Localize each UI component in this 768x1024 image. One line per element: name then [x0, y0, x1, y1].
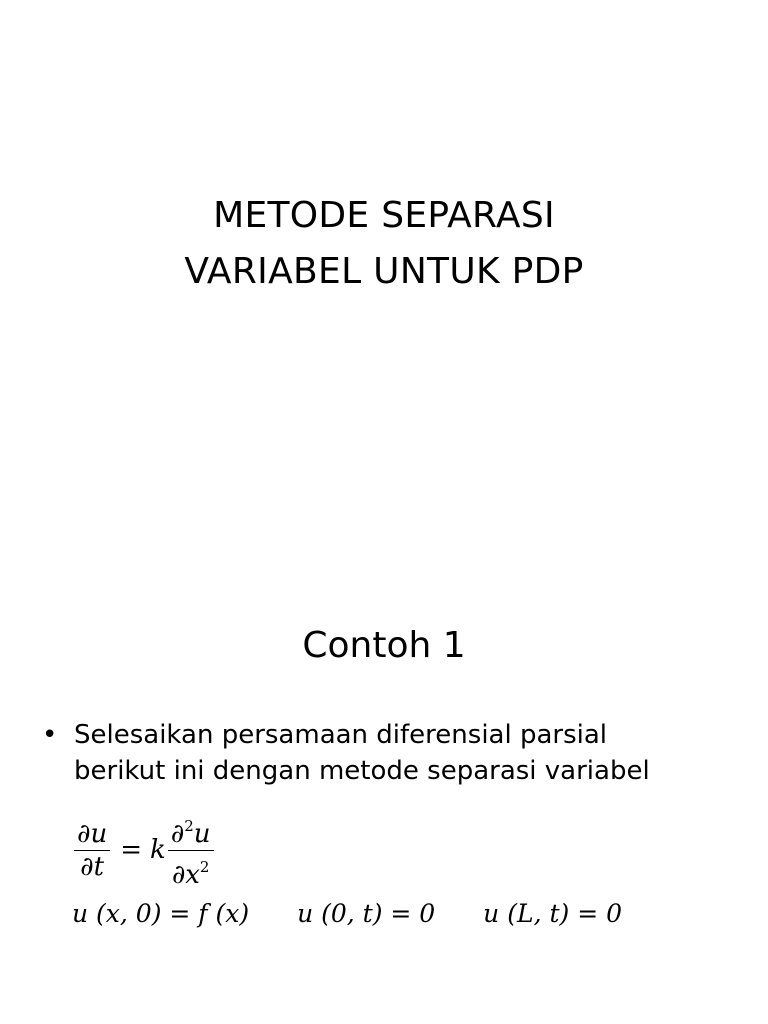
bullet-text-line-1: Selesaikan persamaan diferensial parsial	[74, 720, 608, 750]
slide-title-line-2: VARIABEL UNTUK PDP	[184, 251, 584, 292]
slide-heading: Contoh 1	[302, 625, 466, 666]
rhs-numerator-variable: u	[193, 818, 211, 849]
rhs-denominator-exponent: 2	[199, 857, 210, 876]
bullet-text-line-2: berikut ini dengan metode separasi variabel	[74, 756, 650, 786]
bullet-item	[42, 717, 742, 789]
boundary-condition-right: u (L, t) = 0	[483, 899, 623, 928]
rhs-fraction	[168, 810, 214, 891]
bullet-marker: •	[42, 720, 58, 750]
boundary-conditions	[72, 896, 622, 932]
pde-equation	[72, 810, 216, 890]
rhs-numerator-exponent: 2	[184, 816, 194, 835]
initial-condition: u (x, 0) = f (x)	[72, 899, 250, 928]
rhs-numerator	[168, 810, 214, 850]
lhs-numerator: ∂u	[77, 818, 108, 849]
bullet-text	[42, 717, 742, 789]
boundary-condition-left: u (0, t) = 0	[297, 899, 436, 928]
slide-title	[0, 188, 768, 300]
rhs-denominator	[169, 851, 213, 891]
lhs-denominator: ∂t	[80, 851, 105, 882]
rhs-denominator-variable: ∂x	[171, 859, 200, 890]
equals-sign: =	[120, 835, 142, 865]
coefficient-k: k	[150, 835, 166, 865]
content-slide	[0, 512, 768, 1024]
slide-title-line-1: METODE SEPARASI	[213, 195, 555, 236]
rhs-numerator-partial: ∂	[170, 818, 185, 849]
lhs-fraction	[74, 818, 110, 883]
